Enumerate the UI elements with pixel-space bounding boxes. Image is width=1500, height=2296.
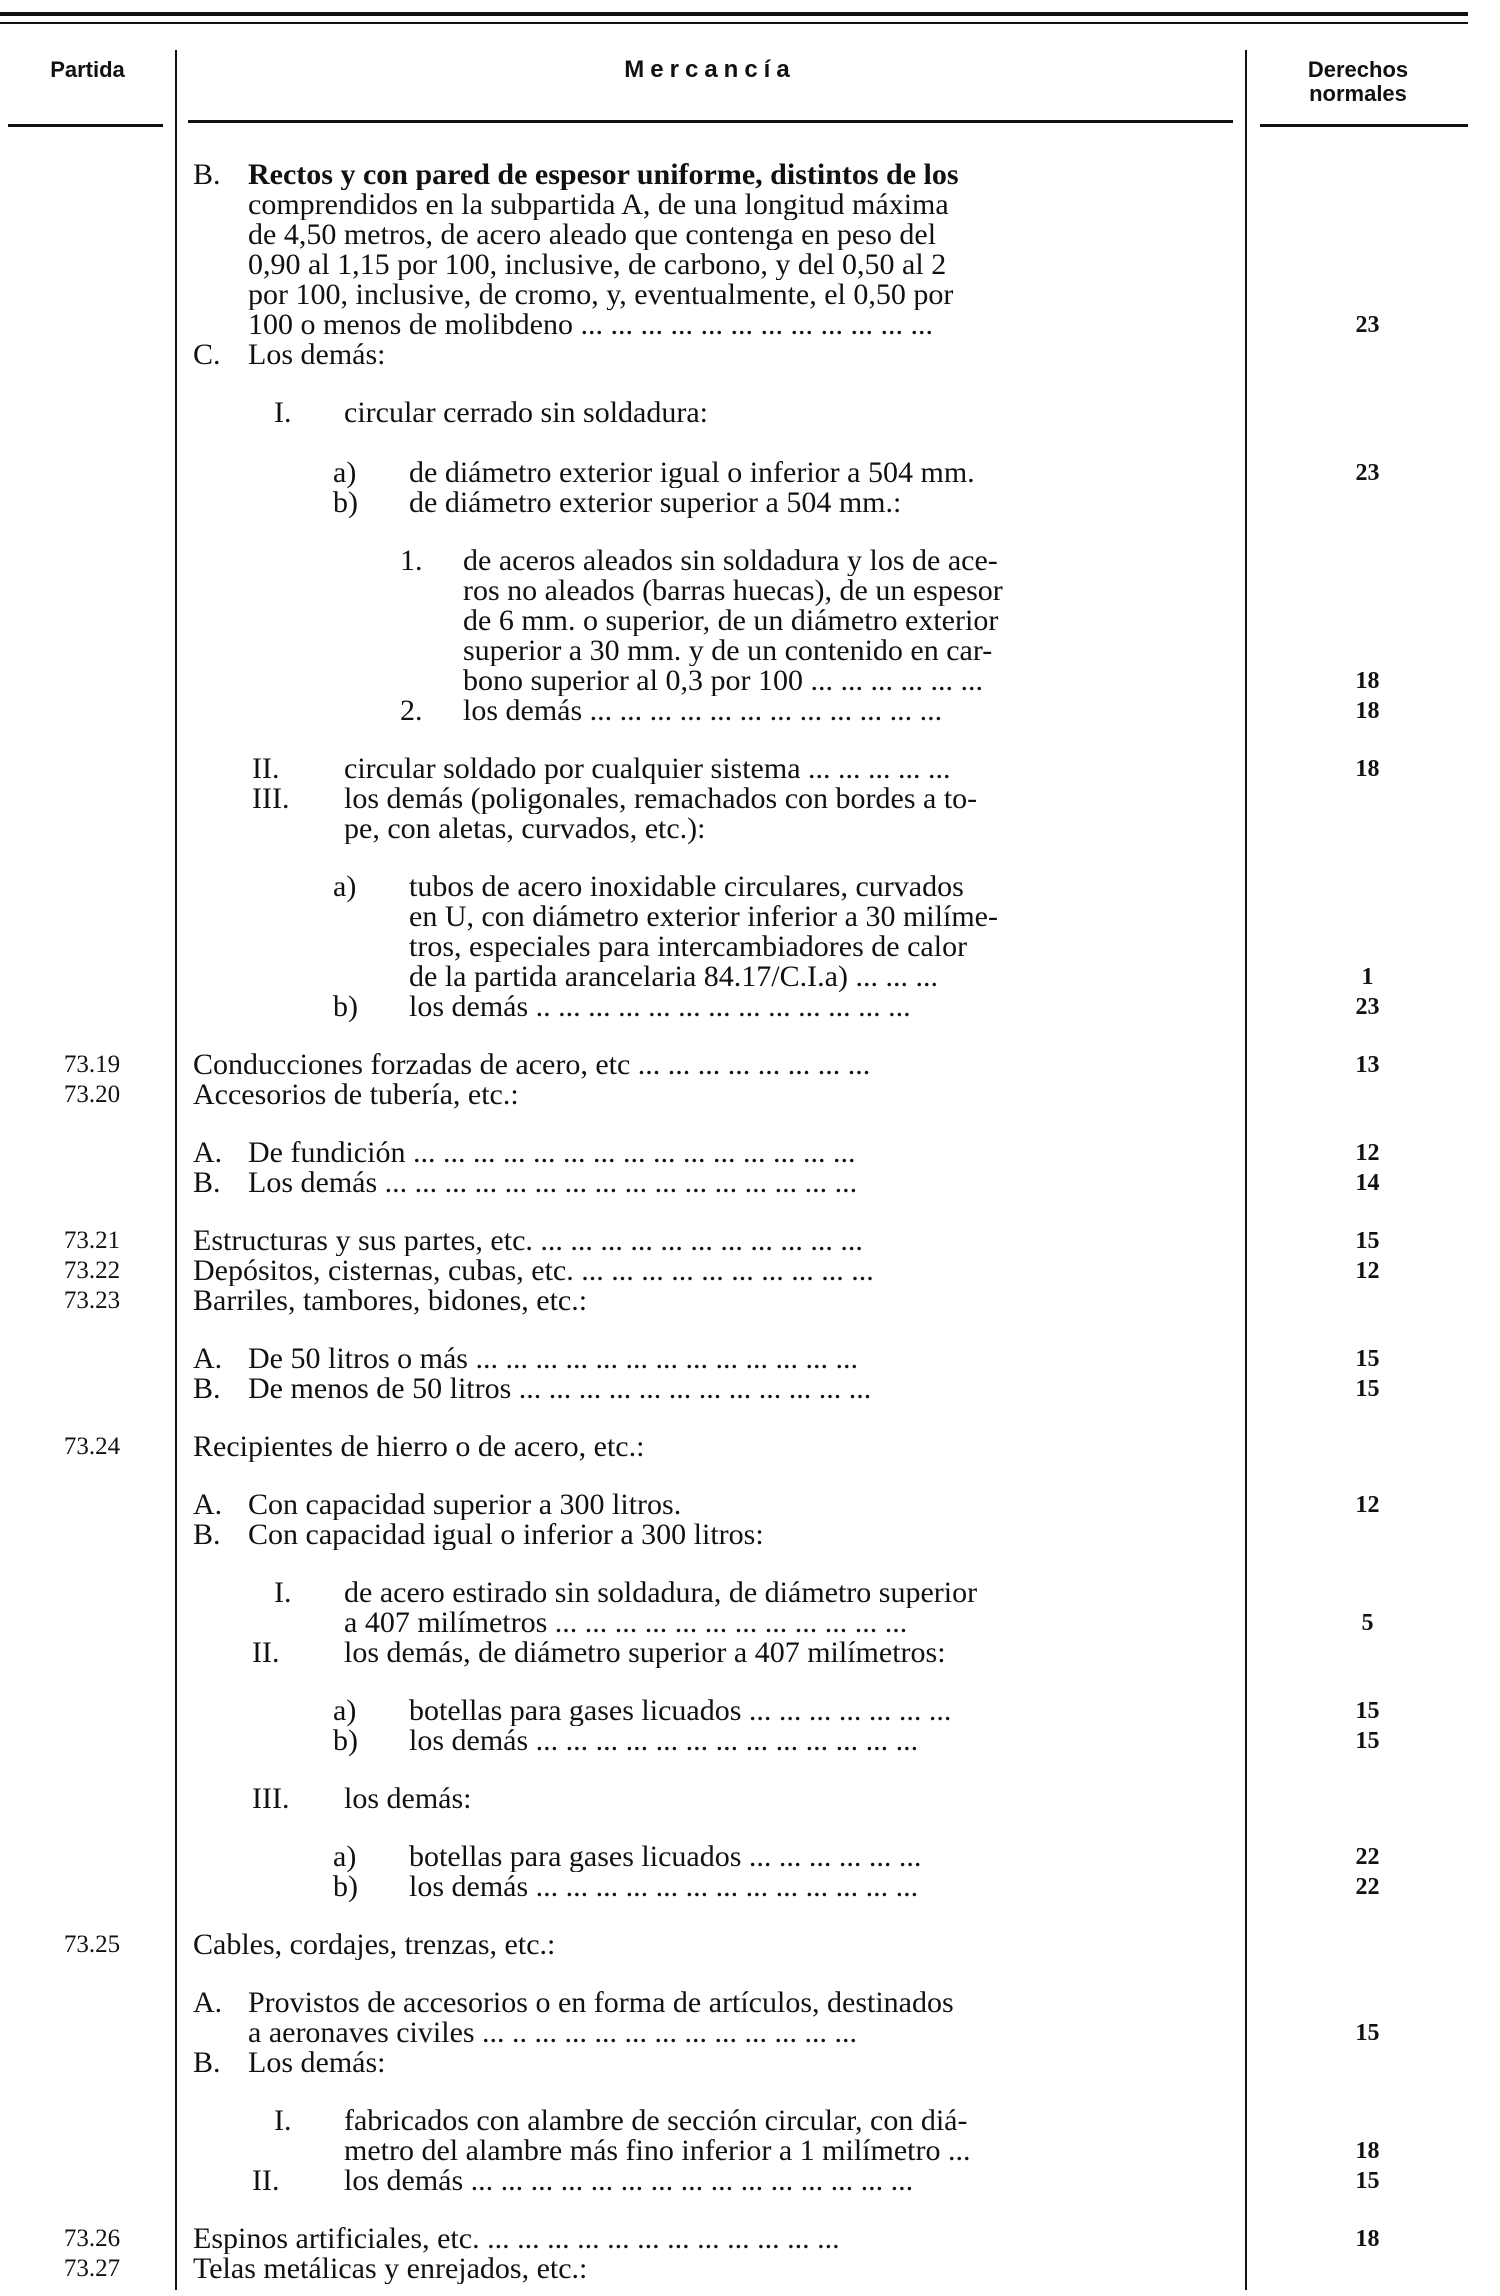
merchandise-text: circular cerrado sin soldadura: — [344, 398, 708, 428]
duty-value: 15 — [1355, 2168, 1380, 2194]
merchandise-text: circular soldado por cualquier sistema ... ... ... ... ... — [344, 754, 951, 784]
merchandise-text: los demás (poligonales, remachados con bordes a to- — [344, 784, 978, 814]
merchandise-text: de acero estirado sin soldadura, de diámetro superior — [344, 1578, 978, 1608]
item-label: II. — [252, 1636, 280, 1669]
merchandise-text: en U, con diámetro exterior inferior a 30 milíme- — [409, 902, 998, 932]
header-partida: Partida — [50, 57, 125, 82]
merchandise-text: botellas para gases licuados ... ... ... ... ... ... ... — [409, 1696, 952, 1726]
partida-code: 73.20 — [63, 1081, 121, 1108]
merchandise-text: Los demás ... ... ... ... ... ... ... ... ... ... ... ... ... ... ... ... — [248, 1168, 858, 1198]
item-label: a) — [333, 870, 357, 903]
header-derechos-line1: Derechos — [1307, 57, 1409, 82]
item-label: III. — [252, 782, 290, 815]
merchandise-text: de diámetro exterior igual o inferior a 504 mm. — [409, 458, 975, 488]
merchandise-text: Con capacidad superior a 300 litros. — [248, 1490, 682, 1520]
item-label: b) — [333, 1870, 358, 1903]
merchandise-text: Telas metálicas y enrejados, etc.: — [193, 2254, 588, 2284]
merchandise-text: Depósitos, cisternas, cubas, etc. ... ... ... ... ... ... ... ... ... ... — [193, 1256, 874, 1286]
merchandise-text: metro del alambre más fino inferior a 1 milímetro ... — [344, 2136, 971, 2166]
duty-value: 15 — [1355, 1346, 1380, 1372]
item-label: B. — [193, 1372, 221, 1405]
merchandise-text: Cables, cordajes, trenzas, etc.: — [193, 1930, 556, 1960]
item-label: I. — [274, 396, 292, 429]
item-label: A. — [193, 1488, 223, 1521]
top-rule-thick — [0, 12, 1468, 16]
duty-value: 18 — [1355, 698, 1380, 724]
duty-value: 12 — [1355, 1140, 1380, 1166]
item-label: 2. — [400, 694, 423, 727]
duty-value: 15 — [1355, 1698, 1380, 1724]
item-label: a) — [333, 1840, 357, 1873]
item-label: A. — [193, 1986, 223, 2019]
merchandise-text: de 6 mm. o superior, de un diámetro exterior — [463, 606, 999, 636]
item-label: II. — [252, 2164, 280, 2197]
item-label: B. — [193, 1166, 221, 1199]
item-label: B. — [193, 158, 221, 191]
merchandise-text: De menos de 50 litros ... ... ... ... ... ... ... ... ... ... ... ... — [248, 1374, 872, 1404]
merchandise-text: de 4,50 metros, de acero aleado que contenga en peso del — [248, 220, 937, 250]
merchandise-text: ros no aleados (barras huecas), de un espesor — [463, 576, 1003, 606]
duty-value: 12 — [1355, 1258, 1380, 1284]
merchandise-text: botellas para gases licuados ... ... ... ... ... ... — [409, 1842, 922, 1872]
duty-value: 15 — [1355, 2020, 1380, 2046]
item-label: b) — [333, 486, 358, 519]
merchandise-text: 100 o menos de molibdeno ... ... ... ... ... ... ... ... ... ... ... ... — [248, 310, 933, 340]
header-derechos — [1248, 58, 1468, 106]
merchandise-text: fabricados con alambre de sección circular, con diá- — [344, 2106, 968, 2136]
duty-value: 18 — [1355, 756, 1380, 782]
merchandise-text: los demás, de diámetro superior a 407 milímetros: — [344, 1638, 946, 1668]
merchandise-text: tubos de acero inoxidable circulares, curvados — [409, 872, 964, 902]
item-label: a) — [333, 456, 357, 489]
merchandise-text: Conducciones forzadas de acero, etc ... ... ... ... ... ... ... ... — [193, 1050, 871, 1080]
duty-value: 23 — [1355, 312, 1380, 338]
duty-value: 23 — [1355, 460, 1380, 486]
duty-value: 18 — [1355, 668, 1380, 694]
partida-code: 73.24 — [63, 1433, 121, 1460]
partida-code: 73.27 — [63, 2255, 121, 2282]
item-label: III. — [252, 1782, 290, 1815]
merchandise-text: superior a 30 mm. y de un contenido en car- — [463, 636, 993, 666]
merchandise-text: Con capacidad igual o inferior a 300 litros: — [248, 1520, 764, 1550]
duty-value: 1 — [1361, 964, 1374, 990]
duty-value: 18 — [1355, 2226, 1380, 2252]
item-label: I. — [274, 1576, 292, 1609]
item-label: b) — [333, 990, 358, 1023]
merchandise-text: Rectos y con pared de espesor uniforme, distintos de los — [248, 160, 959, 190]
partida-code: 73.23 — [63, 1287, 121, 1314]
merchandise-text: los demás: — [344, 1784, 472, 1814]
duty-value: 15 — [1355, 1376, 1380, 1402]
merchandise-text: de diámetro exterior superior a 504 mm.: — [409, 488, 902, 518]
duty-value: 14 — [1355, 1170, 1380, 1196]
partida-code: 73.21 — [63, 1227, 121, 1254]
merchandise-text: los demás ... ... ... ... ... ... ... ... ... ... ... ... ... — [409, 1726, 919, 1756]
duty-value: 12 — [1355, 1492, 1380, 1518]
item-label: B. — [193, 1518, 221, 1551]
duty-value: 22 — [1355, 1844, 1380, 1870]
merchandise-text: pe, con aletas, curvados, etc.): — [344, 814, 706, 844]
merchandise-text: Estructuras y sus partes, etc. ... ... ... ... ... ... ... ... ... ... ... — [193, 1226, 863, 1256]
merchandise-text: Los demás: — [248, 2048, 386, 2078]
merchandise-text: a 407 milímetros ... ... ... ... ... ... ... ... ... ... ... ... — [344, 1608, 908, 1638]
column-divider-right — [1245, 50, 1247, 2290]
merchandise-text: Barriles, tambores, bidones, etc.: — [193, 1286, 588, 1316]
header-underline-derechos — [1260, 124, 1468, 127]
item-label: 1. — [400, 544, 423, 577]
merchandise-text: de aceros aleados sin soldadura y los de ace- — [463, 546, 998, 576]
item-label: I. — [274, 2104, 292, 2137]
merchandise-text: Accesorios de tubería, etc.: — [193, 1080, 519, 1110]
merchandise-text: los demás ... ... ... ... ... ... ... ... ... ... ... ... ... — [409, 1872, 919, 1902]
duty-value: 15 — [1355, 1228, 1380, 1254]
merchandise-text: Provistos de accesorios o en forma de artículos, destinados — [248, 1988, 954, 2018]
duty-value: 22 — [1355, 1874, 1380, 1900]
header-derechos-line2: normales — [1309, 81, 1407, 106]
merchandise-text: tros, especiales para intercambiadores de calor — [409, 932, 968, 962]
item-label: b) — [333, 1724, 358, 1757]
header-mercancia: Mercancía — [624, 56, 796, 83]
merchandise-text: comprendidos en la subpartida A, de una longitud máxima — [248, 190, 949, 220]
merchandise-text: por 100, inclusive, de cromo, y, eventualmente, el 0,50 por — [248, 280, 954, 310]
merchandise-text: 0,90 al 1,15 por 100, inclusive, de carbono, y del 0,50 al 2 — [248, 250, 947, 280]
duty-value: 5 — [1361, 1610, 1374, 1636]
partida-code: 73.19 — [63, 1051, 121, 1078]
top-rule-thin — [0, 22, 1468, 24]
merchandise-text: De 50 litros o más ... ... ... ... ... ... ... ... ... ... ... ... ... — [248, 1344, 858, 1374]
item-label: C. — [193, 338, 221, 371]
duty-value: 23 — [1355, 994, 1380, 1020]
column-divider-left — [175, 50, 177, 2290]
duty-value: 13 — [1355, 1052, 1380, 1078]
merchandise-text: De fundición ... ... ... ... ... ... ... ... ... ... ... ... ... ... ... — [248, 1138, 856, 1168]
merchandise-text: de la partida arancelaria 84.17/C.I.a) ... ... ... — [409, 962, 938, 992]
merchandise-text: los demás ... ... ... ... ... ... ... ... ... ... ... ... — [463, 696, 943, 726]
item-label: a) — [333, 1694, 357, 1727]
header-underline-mercancia — [188, 120, 1233, 123]
merchandise-text: Espinos artificiales, etc. ... ... ... ... ... ... ... ... ... ... ... ... — [193, 2224, 840, 2254]
duty-value: 15 — [1355, 1728, 1380, 1754]
merchandise-text: a aeronaves civiles ... .. ... ... ... ... ... ... ... ... ... ... ... — [248, 2018, 858, 2048]
item-label: A. — [193, 1342, 223, 1375]
header-underline-partida — [8, 124, 163, 127]
merchandise-text: Los demás: — [248, 340, 386, 370]
merchandise-text: los demás ... ... ... ... ... ... ... ... ... ... ... ... ... ... ... — [344, 2166, 914, 2196]
item-label: A. — [193, 1136, 223, 1169]
partida-code: 73.22 — [63, 1257, 121, 1284]
duty-value: 18 — [1355, 2138, 1380, 2164]
partida-code: 73.26 — [63, 2225, 121, 2252]
merchandise-text: Recipientes de hierro o de acero, etc.: — [193, 1432, 645, 1462]
item-label: II. — [252, 752, 280, 785]
item-label: B. — [193, 2046, 221, 2079]
partida-code: 73.25 — [63, 1931, 121, 1958]
merchandise-text: los demás .. ... ... ... ... ... ... ... ... ... ... ... ... — [409, 992, 911, 1022]
merchandise-text: bono superior al 0,3 por 100 ... ... ... ... ... ... — [463, 666, 983, 696]
